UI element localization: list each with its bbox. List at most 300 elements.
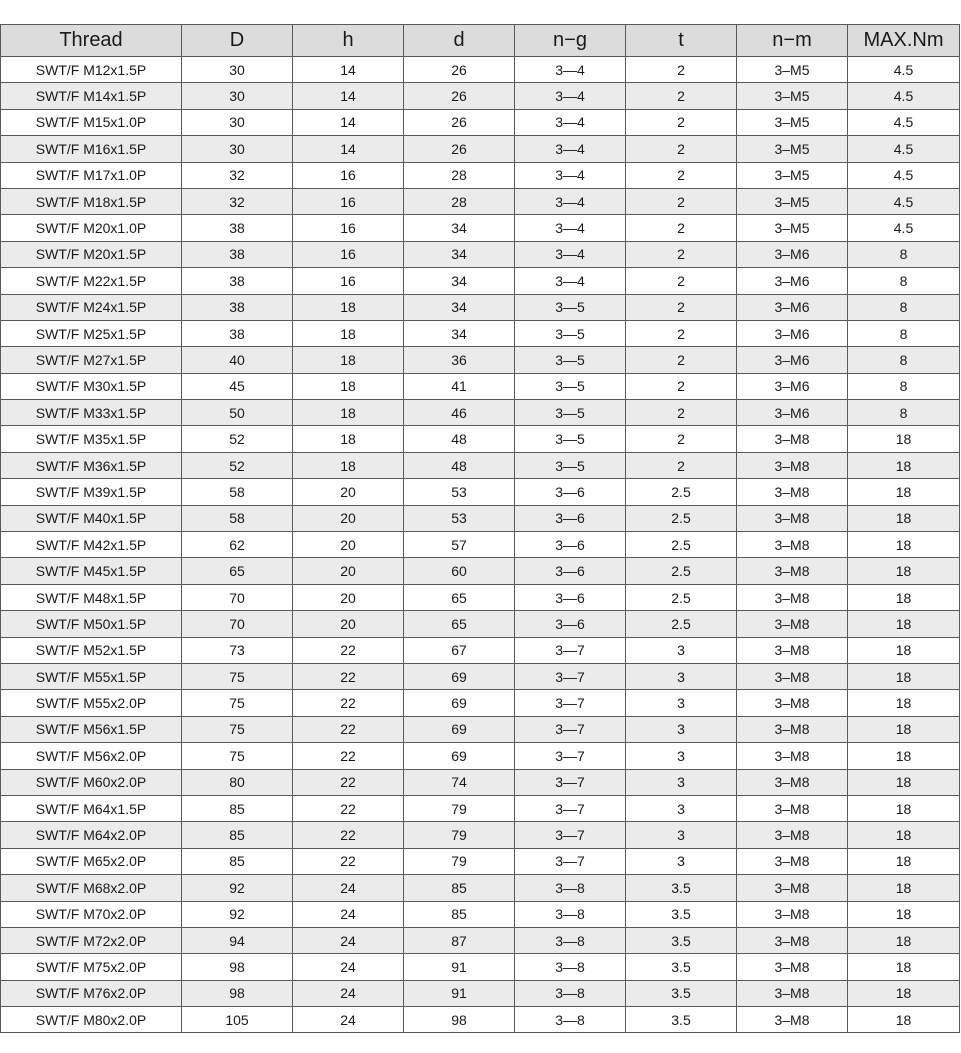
cell-D: 92: [182, 875, 293, 901]
cell-h: 18: [293, 373, 404, 399]
cell-t: 2: [626, 162, 737, 188]
cell-n-m: 3–M8: [737, 769, 848, 795]
cell-D: 85: [182, 848, 293, 874]
header-thread: Thread: [1, 25, 182, 57]
table-row: [1, 83, 960, 109]
cell-max-nm: 8: [848, 294, 960, 320]
cell-D: 75: [182, 743, 293, 769]
cell-n-m: 3–M8: [737, 795, 848, 821]
cell-h: 20: [293, 505, 404, 531]
cell-d: 26: [404, 57, 515, 83]
cell-t: 3: [626, 769, 737, 795]
cell-thread: SWT/F M35x1.5P: [1, 426, 182, 452]
cell-D: 98: [182, 980, 293, 1006]
cell-thread: SWT/F M55x2.0P: [1, 690, 182, 716]
table-body: [1, 57, 960, 1033]
cell-max-nm: 18: [848, 795, 960, 821]
cell-thread: SWT/F M70x2.0P: [1, 901, 182, 927]
cell-thread: SWT/F M48x1.5P: [1, 584, 182, 610]
cell-D: 32: [182, 188, 293, 214]
cell-max-nm: 4.5: [848, 215, 960, 241]
cell-d: 69: [404, 716, 515, 742]
cell-n-g: 3—8: [515, 901, 626, 927]
cell-D: 75: [182, 663, 293, 689]
cell-h: 24: [293, 980, 404, 1006]
cell-D: 58: [182, 505, 293, 531]
cell-h: 24: [293, 954, 404, 980]
table-row: [1, 848, 960, 874]
cell-h: 16: [293, 188, 404, 214]
header-max-nm: MAX.Nm: [848, 25, 960, 57]
cell-max-nm: 8: [848, 241, 960, 267]
table-row: [1, 268, 960, 294]
table-row: [1, 479, 960, 505]
table-row: [1, 294, 960, 320]
header-n-g: n−g: [515, 25, 626, 57]
cell-n-m: 3–M8: [737, 927, 848, 953]
cell-d: 26: [404, 109, 515, 135]
cell-D: 94: [182, 927, 293, 953]
cell-d: 48: [404, 426, 515, 452]
cell-n-m: 3–M6: [737, 373, 848, 399]
cell-D: 52: [182, 426, 293, 452]
cell-D: 38: [182, 241, 293, 267]
cell-D: 40: [182, 347, 293, 373]
cell-h: 14: [293, 57, 404, 83]
cell-d: 79: [404, 822, 515, 848]
cell-D: 75: [182, 690, 293, 716]
cell-thread: SWT/F M27x1.5P: [1, 347, 182, 373]
cell-n-m: 3–M5: [737, 109, 848, 135]
cell-d: 69: [404, 663, 515, 689]
cell-max-nm: 4.5: [848, 57, 960, 83]
cell-max-nm: 4.5: [848, 162, 960, 188]
cell-D: 58: [182, 479, 293, 505]
cell-n-m: 3–M8: [737, 822, 848, 848]
cell-t: 2: [626, 426, 737, 452]
cell-t: 2: [626, 320, 737, 346]
cell-n-m: 3–M8: [737, 743, 848, 769]
cell-h: 18: [293, 294, 404, 320]
cell-n-g: 3—5: [515, 426, 626, 452]
cell-thread: SWT/F M14x1.5P: [1, 83, 182, 109]
cell-thread: SWT/F M33x1.5P: [1, 400, 182, 426]
cell-n-m: 3–M8: [737, 663, 848, 689]
cell-h: 18: [293, 320, 404, 346]
cell-t: 2: [626, 109, 737, 135]
cell-n-g: 3—7: [515, 822, 626, 848]
cell-max-nm: 8: [848, 347, 960, 373]
cell-n-m: 3–M8: [737, 532, 848, 558]
cell-D: 38: [182, 268, 293, 294]
cell-n-m: 3–M5: [737, 188, 848, 214]
cell-h: 16: [293, 215, 404, 241]
cell-n-m: 3–M6: [737, 320, 848, 346]
cell-D: 52: [182, 452, 293, 478]
cell-max-nm: 18: [848, 822, 960, 848]
table-row: [1, 532, 960, 558]
cell-d: 34: [404, 241, 515, 267]
cell-n-g: 3—8: [515, 1007, 626, 1033]
cell-max-nm: 18: [848, 584, 960, 610]
cell-D: 98: [182, 954, 293, 980]
table-row: [1, 1007, 960, 1033]
cell-n-g: 3—7: [515, 795, 626, 821]
table-row: [1, 320, 960, 346]
cell-max-nm: 18: [848, 1007, 960, 1033]
cell-max-nm: 18: [848, 901, 960, 927]
cell-n-g: 3—4: [515, 268, 626, 294]
cell-D: 30: [182, 136, 293, 162]
cell-n-m: 3–M6: [737, 268, 848, 294]
table-row: [1, 584, 960, 610]
cell-max-nm: 18: [848, 980, 960, 1006]
cell-d: 53: [404, 505, 515, 531]
cell-thread: SWT/F M18x1.5P: [1, 188, 182, 214]
cell-thread: SWT/F M72x2.0P: [1, 927, 182, 953]
cell-thread: SWT/F M56x2.0P: [1, 743, 182, 769]
cell-t: 2.5: [626, 532, 737, 558]
cell-h: 18: [293, 400, 404, 426]
cell-D: 30: [182, 83, 293, 109]
cell-max-nm: 18: [848, 743, 960, 769]
table-row: [1, 980, 960, 1006]
cell-d: 34: [404, 294, 515, 320]
cell-thread: SWT/F M16x1.5P: [1, 136, 182, 162]
cell-d: 57: [404, 532, 515, 558]
cell-D: 65: [182, 558, 293, 584]
cell-t: 3.5: [626, 901, 737, 927]
cell-t: 2.5: [626, 558, 737, 584]
cell-thread: SWT/F M45x1.5P: [1, 558, 182, 584]
cell-max-nm: 8: [848, 268, 960, 294]
cell-D: 105: [182, 1007, 293, 1033]
cell-t: 3: [626, 848, 737, 874]
cell-max-nm: 18: [848, 637, 960, 663]
cell-max-nm: 18: [848, 505, 960, 531]
cell-t: 2: [626, 241, 737, 267]
cell-D: 38: [182, 294, 293, 320]
table-row: [1, 716, 960, 742]
cell-n-m: 3–M8: [737, 1007, 848, 1033]
table-row: [1, 769, 960, 795]
cell-d: 79: [404, 848, 515, 874]
cell-thread: SWT/F M65x2.0P: [1, 848, 182, 874]
cell-n-m: 3–M8: [737, 690, 848, 716]
cell-D: 85: [182, 795, 293, 821]
cell-n-g: 3—7: [515, 663, 626, 689]
cell-n-m: 3–M8: [737, 558, 848, 584]
cell-t: 3.5: [626, 954, 737, 980]
table-row: [1, 373, 960, 399]
cell-d: 36: [404, 347, 515, 373]
cell-n-g: 3—7: [515, 848, 626, 874]
cell-d: 26: [404, 136, 515, 162]
cell-t: 2: [626, 268, 737, 294]
cell-D: 45: [182, 373, 293, 399]
cell-d: 28: [404, 162, 515, 188]
cell-max-nm: 18: [848, 426, 960, 452]
cell-max-nm: 18: [848, 532, 960, 558]
cell-h: 22: [293, 743, 404, 769]
cell-thread: SWT/F M20x1.0P: [1, 215, 182, 241]
cell-max-nm: 18: [848, 690, 960, 716]
cell-h: 24: [293, 901, 404, 927]
cell-n-g: 3—8: [515, 954, 626, 980]
cell-h: 14: [293, 109, 404, 135]
cell-t: 2: [626, 57, 737, 83]
cell-n-m: 3–M8: [737, 637, 848, 663]
cell-t: 3.5: [626, 875, 737, 901]
cell-max-nm: 18: [848, 848, 960, 874]
cell-D: 75: [182, 716, 293, 742]
cell-thread: SWT/F M42x1.5P: [1, 532, 182, 558]
cell-n-g: 3—5: [515, 320, 626, 346]
cell-h: 22: [293, 848, 404, 874]
cell-n-m: 3–M8: [737, 426, 848, 452]
cell-d: 34: [404, 320, 515, 346]
cell-d: 65: [404, 584, 515, 610]
table-row: [1, 505, 960, 531]
cell-h: 20: [293, 611, 404, 637]
table-row: [1, 162, 960, 188]
cell-D: 85: [182, 822, 293, 848]
cell-D: 38: [182, 215, 293, 241]
table-row: [1, 400, 960, 426]
cell-h: 24: [293, 927, 404, 953]
cell-t: 2: [626, 136, 737, 162]
cell-d: 67: [404, 637, 515, 663]
cell-t: 3: [626, 663, 737, 689]
cell-h: 14: [293, 136, 404, 162]
cell-t: 3: [626, 822, 737, 848]
cell-thread: SWT/F M20x1.5P: [1, 241, 182, 267]
cell-n-g: 3—4: [515, 188, 626, 214]
cell-thread: SWT/F M75x2.0P: [1, 954, 182, 980]
cell-thread: SWT/F M25x1.5P: [1, 320, 182, 346]
table-header: [1, 25, 960, 57]
cell-h: 20: [293, 479, 404, 505]
cell-t: 2: [626, 294, 737, 320]
table-row: [1, 558, 960, 584]
cell-n-g: 3—6: [515, 558, 626, 584]
cell-n-m: 3–M8: [737, 954, 848, 980]
cell-h: 16: [293, 162, 404, 188]
cell-n-m: 3–M8: [737, 611, 848, 637]
cell-max-nm: 18: [848, 452, 960, 478]
table-row: [1, 954, 960, 980]
cell-h: 22: [293, 822, 404, 848]
table-row: [1, 743, 960, 769]
cell-h: 18: [293, 452, 404, 478]
header-row: [1, 25, 960, 57]
cell-h: 16: [293, 241, 404, 267]
cell-d: 53: [404, 479, 515, 505]
cell-n-g: 3—8: [515, 980, 626, 1006]
cell-D: 32: [182, 162, 293, 188]
cell-D: 73: [182, 637, 293, 663]
table-row: [1, 347, 960, 373]
cell-max-nm: 18: [848, 663, 960, 689]
header-t: t: [626, 25, 737, 57]
cell-d: 34: [404, 215, 515, 241]
cell-max-nm: 18: [848, 927, 960, 953]
cell-n-g: 3—6: [515, 532, 626, 558]
cell-h: 18: [293, 426, 404, 452]
cell-thread: SWT/F M40x1.5P: [1, 505, 182, 531]
cell-n-m: 3–M8: [737, 901, 848, 927]
cell-d: 65: [404, 611, 515, 637]
cell-t: 3: [626, 690, 737, 716]
cell-t: 3: [626, 637, 737, 663]
cell-max-nm: 18: [848, 558, 960, 584]
cell-D: 70: [182, 584, 293, 610]
cell-h: 22: [293, 637, 404, 663]
cell-max-nm: 18: [848, 954, 960, 980]
cell-d: 46: [404, 400, 515, 426]
cell-thread: SWT/F M64x1.5P: [1, 795, 182, 821]
table-row: [1, 215, 960, 241]
cell-thread: SWT/F M80x2.0P: [1, 1007, 182, 1033]
table-row: [1, 136, 960, 162]
cell-thread: SWT/F M39x1.5P: [1, 479, 182, 505]
cell-n-g: 3—4: [515, 109, 626, 135]
header-n-m: n−m: [737, 25, 848, 57]
cell-t: 2: [626, 373, 737, 399]
cell-n-m: 3–M8: [737, 479, 848, 505]
table-row: [1, 690, 960, 716]
cell-thread: SWT/F M30x1.5P: [1, 373, 182, 399]
cell-D: 62: [182, 532, 293, 558]
table-row: [1, 426, 960, 452]
table-row: [1, 188, 960, 214]
cell-t: 3: [626, 743, 737, 769]
cell-h: 16: [293, 268, 404, 294]
cell-thread: SWT/F M60x2.0P: [1, 769, 182, 795]
cell-n-m: 3–M6: [737, 241, 848, 267]
cell-n-g: 3—4: [515, 83, 626, 109]
cell-n-g: 3—5: [515, 400, 626, 426]
cell-d: 91: [404, 980, 515, 1006]
cell-t: 3: [626, 795, 737, 821]
table-row: [1, 901, 960, 927]
cell-n-g: 3—7: [515, 743, 626, 769]
cell-n-m: 3–M5: [737, 215, 848, 241]
cell-max-nm: 18: [848, 479, 960, 505]
cell-thread: SWT/F M68x2.0P: [1, 875, 182, 901]
cell-n-m: 3–M8: [737, 848, 848, 874]
cell-max-nm: 8: [848, 373, 960, 399]
cell-n-g: 3—7: [515, 769, 626, 795]
table-row: [1, 663, 960, 689]
cell-d: 85: [404, 901, 515, 927]
cell-n-m: 3–M8: [737, 716, 848, 742]
cell-h: 14: [293, 83, 404, 109]
cell-max-nm: 4.5: [848, 188, 960, 214]
cell-n-m: 3–M5: [737, 162, 848, 188]
cell-d: 98: [404, 1007, 515, 1033]
cell-t: 3.5: [626, 980, 737, 1006]
cell-thread: SWT/F M36x1.5P: [1, 452, 182, 478]
cell-n-g: 3—5: [515, 294, 626, 320]
header-D: D: [182, 25, 293, 57]
cell-D: 92: [182, 901, 293, 927]
cell-t: 2: [626, 400, 737, 426]
cell-t: 2: [626, 452, 737, 478]
cell-h: 20: [293, 532, 404, 558]
cell-max-nm: 4.5: [848, 109, 960, 135]
cell-thread: SWT/F M52x1.5P: [1, 637, 182, 663]
cell-n-g: 3—8: [515, 875, 626, 901]
table-row: [1, 109, 960, 135]
cell-h: 22: [293, 769, 404, 795]
cell-n-g: 3—7: [515, 716, 626, 742]
table-row: [1, 822, 960, 848]
cell-n-m: 3–M8: [737, 505, 848, 531]
cell-n-m: 3–M5: [737, 136, 848, 162]
cell-t: 2.5: [626, 584, 737, 610]
cell-h: 18: [293, 347, 404, 373]
cell-max-nm: 8: [848, 400, 960, 426]
cell-n-m: 3–M5: [737, 57, 848, 83]
cell-n-g: 3—5: [515, 373, 626, 399]
cell-D: 38: [182, 320, 293, 346]
cell-t: 2.5: [626, 479, 737, 505]
cell-h: 22: [293, 690, 404, 716]
cell-max-nm: 18: [848, 611, 960, 637]
table-row: [1, 875, 960, 901]
cell-max-nm: 18: [848, 716, 960, 742]
cell-d: 79: [404, 795, 515, 821]
cell-t: 2: [626, 188, 737, 214]
cell-thread: SWT/F M15x1.0P: [1, 109, 182, 135]
cell-n-m: 3–M6: [737, 294, 848, 320]
cell-n-g: 3—4: [515, 57, 626, 83]
cell-D: 70: [182, 611, 293, 637]
cell-max-nm: 4.5: [848, 136, 960, 162]
cell-h: 24: [293, 875, 404, 901]
cell-n-g: 3—4: [515, 241, 626, 267]
cell-h: 20: [293, 584, 404, 610]
cell-t: 2: [626, 215, 737, 241]
table-row: [1, 927, 960, 953]
cell-max-nm: 8: [848, 320, 960, 346]
cell-n-g: 3—6: [515, 584, 626, 610]
cell-thread: SWT/F M17x1.0P: [1, 162, 182, 188]
cell-D: 80: [182, 769, 293, 795]
cell-d: 48: [404, 452, 515, 478]
cell-n-g: 3—5: [515, 347, 626, 373]
cell-t: 3.5: [626, 927, 737, 953]
cell-d: 85: [404, 875, 515, 901]
cell-t: 2: [626, 83, 737, 109]
cell-n-m: 3–M8: [737, 584, 848, 610]
cell-n-m: 3–M6: [737, 400, 848, 426]
cell-n-g: 3—4: [515, 136, 626, 162]
cell-max-nm: 18: [848, 875, 960, 901]
cell-thread: SWT/F M12x1.5P: [1, 57, 182, 83]
cell-h: 22: [293, 716, 404, 742]
cell-max-nm: 18: [848, 769, 960, 795]
cell-d: 26: [404, 83, 515, 109]
specification-table: [0, 24, 960, 1033]
cell-d: 34: [404, 268, 515, 294]
cell-d: 87: [404, 927, 515, 953]
cell-thread: SWT/F M55x1.5P: [1, 663, 182, 689]
cell-n-g: 3—7: [515, 690, 626, 716]
cell-h: 22: [293, 795, 404, 821]
cell-thread: SWT/F M24x1.5P: [1, 294, 182, 320]
